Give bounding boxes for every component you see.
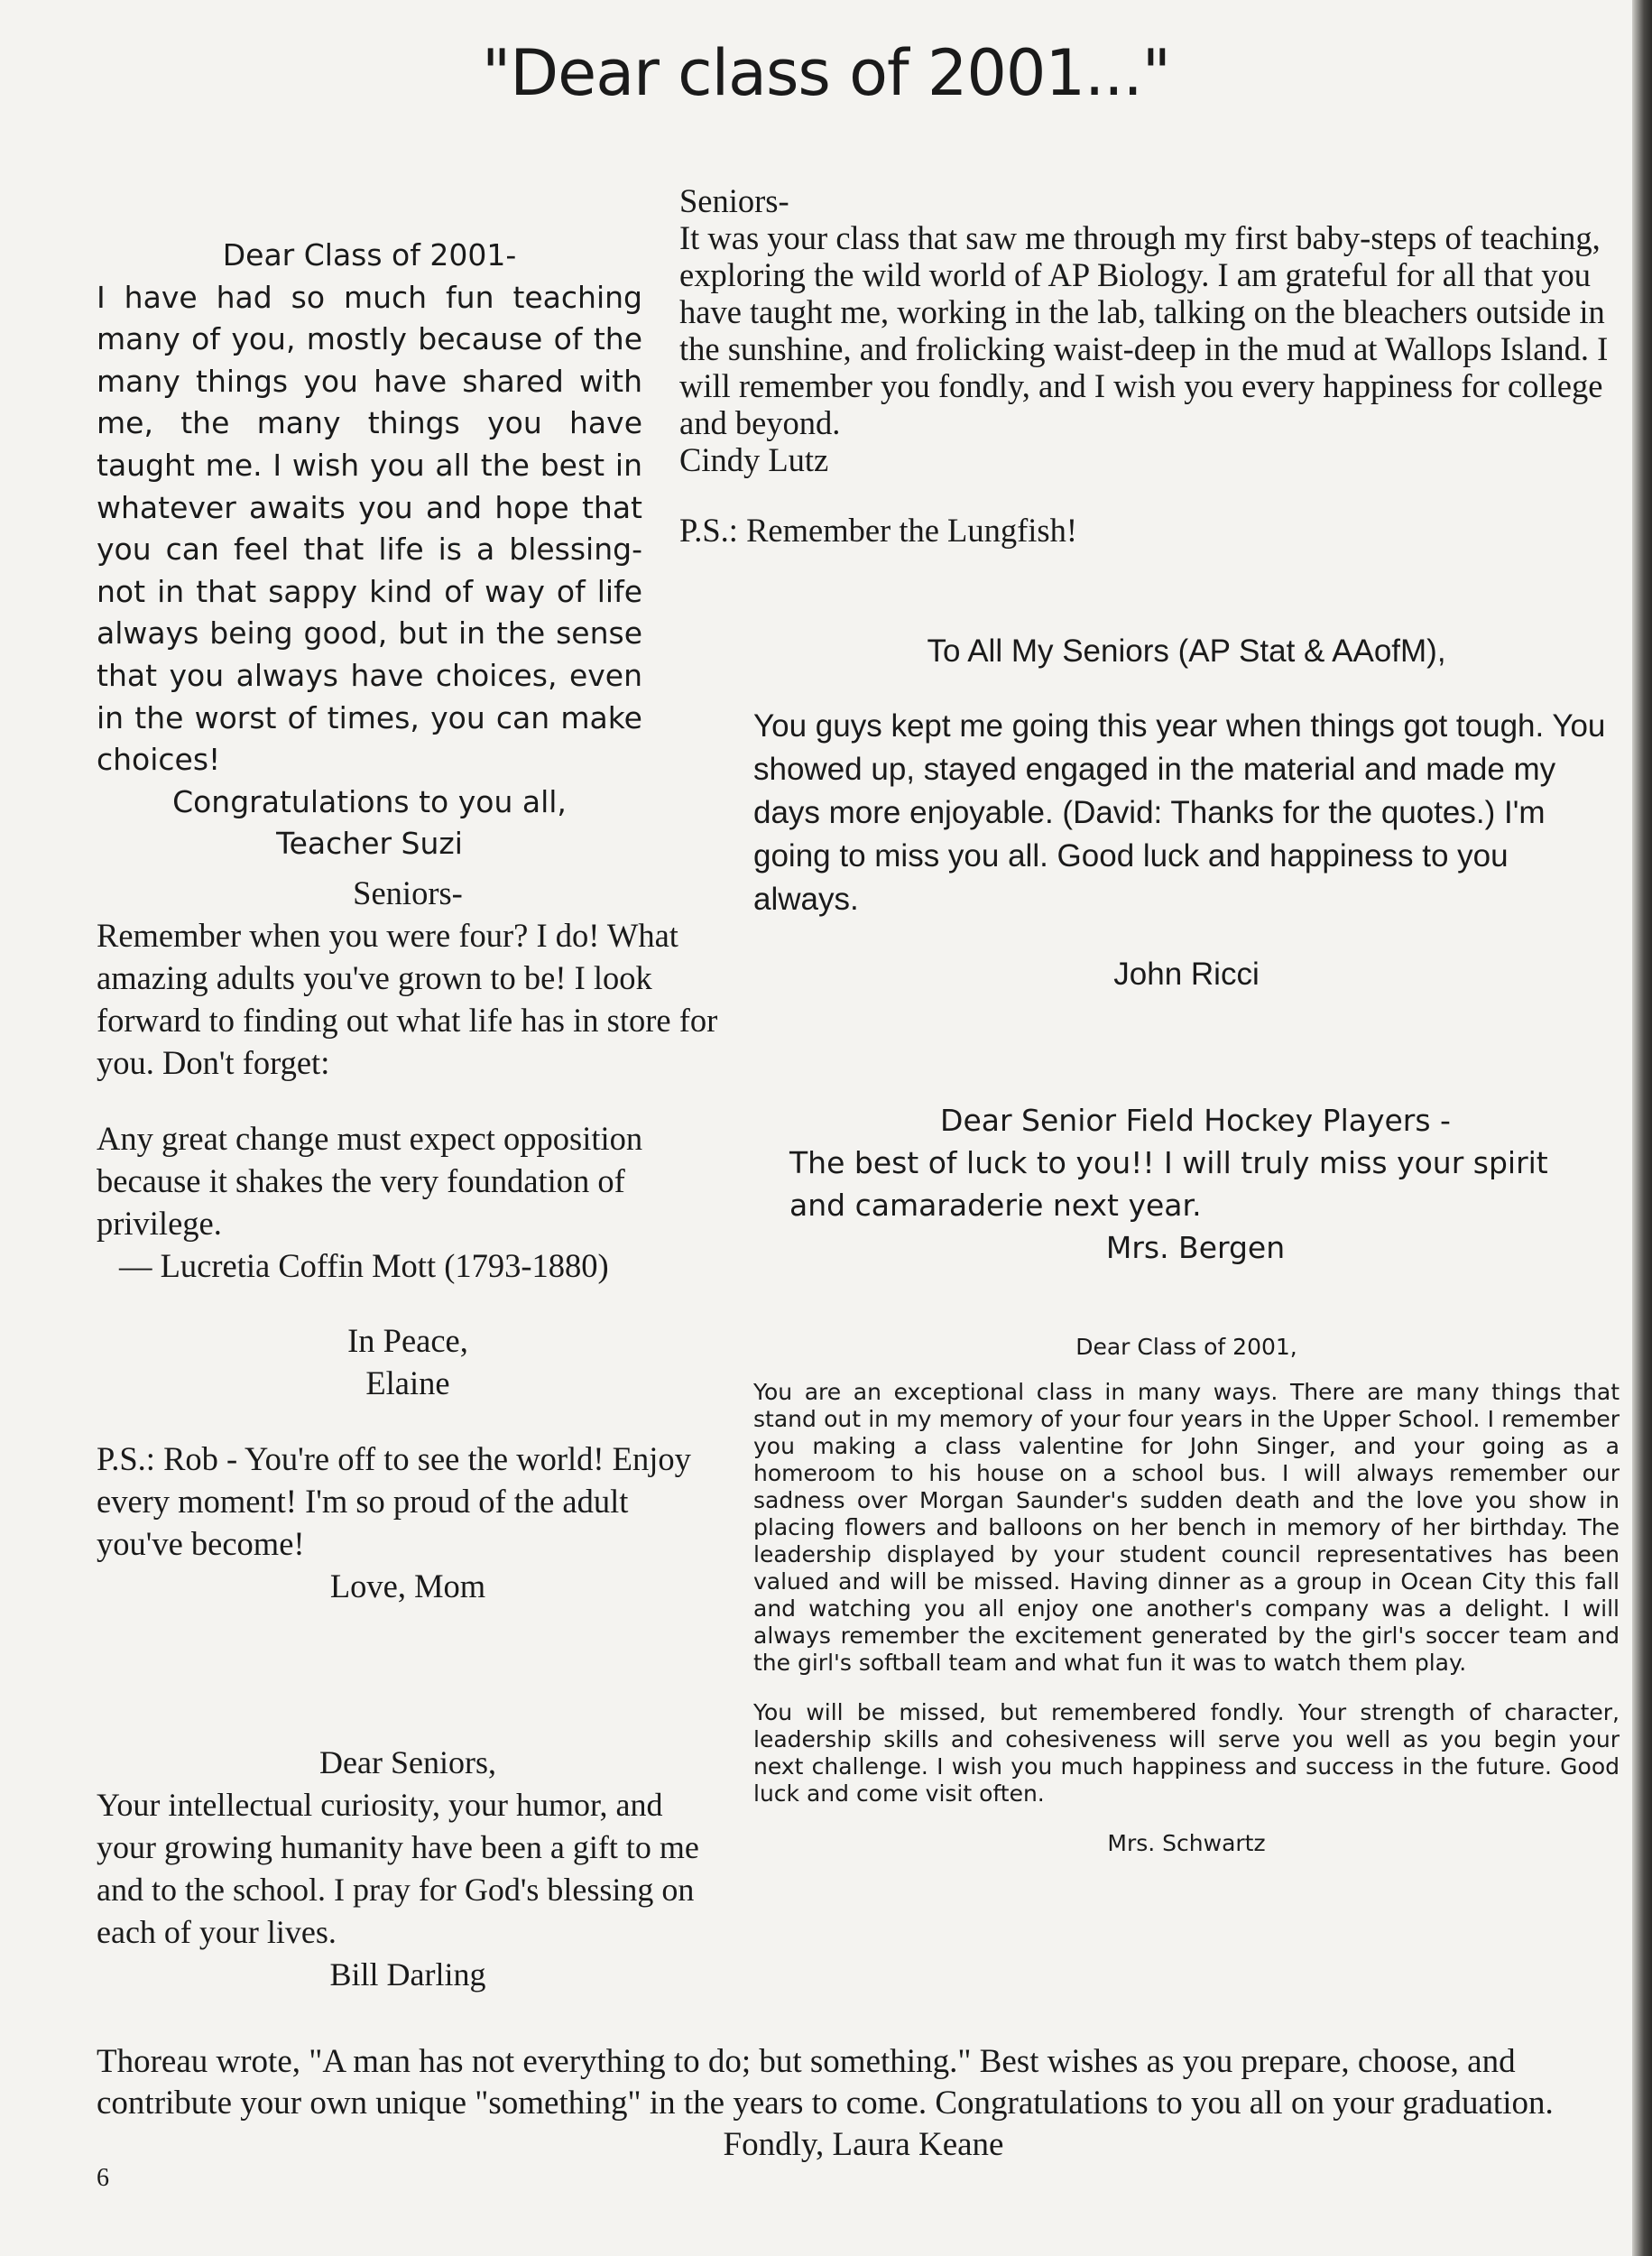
letter-body: I have had so much fun teaching many of you, mostly because of the many things you have shared with me, the many things you have taught me. I wish you all the best in whatever awaits you and hope that you can feel that life is a blessing-not in that sappy kind of way of life always being good, but in the sense that you always have choices, even in the worst of times, you can make choices! [97, 279, 642, 778]
letter-suzi [97, 235, 642, 865]
letter-salutation: Seniors- [353, 874, 463, 911]
letter-body: It was your class that saw me through my first baby-steps of teaching, exploring the wild world of AP Biology. I am grateful for all that you have taught me, working in the lab, talking on the bleachers outside in the sunshine, and frolicking waist-deep in the mud at Wallops Island. I will remember you fondly, and I wish you every happiness for college and beyond. [679, 219, 1609, 441]
page-title: "Dear class of 2001..." [482, 36, 1170, 110]
letter-signature: Elaine [365, 1364, 450, 1401]
letter-signature: Bill Darling [329, 1956, 486, 1992]
letter-salutation: Dear Class of 2001- [222, 237, 517, 273]
letter-keane [97, 2041, 1630, 2166]
letter-signature: Teacher Suzi [276, 826, 463, 862]
letter-salutation: To All My Seniors (AP Stat & AAofM), [927, 633, 1446, 669]
letter-ricci [753, 630, 1620, 996]
letter-closing: In Peace, [347, 1322, 468, 1359]
letter-darling [97, 1742, 719, 1996]
letter-body: Your intellectual curiosity, your humor, and your growing humanity have been a gift to me and to the school. I pray for God's blessing on each of your lives. [97, 1787, 699, 1950]
letter-signature: Mrs. Schwartz [1107, 1830, 1266, 1856]
letter-closing: Congratulations to you all, [172, 783, 567, 819]
letter-signature: Fondly, Laura Keane [723, 2126, 1004, 2163]
letter-signature: Cindy Lutz [679, 441, 829, 478]
letter-bergen [789, 1099, 1601, 1269]
letter-schwartz [753, 1334, 1620, 1857]
letter-signature: John Ricci [1113, 957, 1260, 992]
letter-body: The best of luck to you!! I will truly miss your spirit and camaraderie next year. [789, 1145, 1548, 1223]
letter-ps: P.S.: Remember the Lungfish! [679, 511, 1077, 549]
letter-quote-author: — Lucretia Coffin Mott (1793-1880) [119, 1246, 609, 1284]
letter-signature: Mrs. Bergen [1105, 1230, 1286, 1265]
letter-salutation: Seniors- [679, 182, 789, 219]
letter-body: Thoreau wrote, "A man has not everything to do; but something." Best wishes as you prepare, choose, and contribute your own unique "something" in the years to come. Congratulations to you all on your graduation. [97, 2043, 1554, 2122]
letter-ps: P.S.: Rob - You're off to see the world! Enjoy every moment! I'm so proud of the adult you've become! [97, 1439, 691, 1562]
letter-salutation: Dear Senior Field Hockey Players - [940, 1103, 1451, 1138]
letter-quote: Any great change must expect opposition because it shakes the very foundation of privilege. [97, 1119, 643, 1242]
letter-lutz [679, 182, 1636, 549]
letter-body: Remember when you were four? I do! What amazing adults you've grown to be! I look forward to finding out what life has in store for you. Don't forget: [97, 917, 718, 1081]
letter-body: You guys kept me going this year when things got tough. You showed up, stayed engaged in the material and made my days more enjoyable. (David: Thanks for the quotes.) I'm going to miss you all. Good luck and happiness to you always. [753, 708, 1606, 917]
letter-body-paragraph-2: You will be missed, but remembered fondly. Your strength of character, leadership skills and cohesiveness will serve you well as you begin your next challenge. I wish you much happiness and success in the future. Good luck and come visit often. [753, 1699, 1620, 1807]
letter-ps-closing: Love, Mom [329, 1567, 486, 1604]
letter-salutation: Dear Seniors, [319, 1744, 496, 1780]
letter-elaine [97, 872, 719, 1607]
letter-body-paragraph-1: You are an exceptional class in many ways. There are many things that stand out in my memory of your four years in the Upper School. I remember you making a class valentine for John Singer, and your going as a homeroom to his house on a school bus. I will always remember our sadness over Morgan Saunder's sudden death and the love you show in placing flowers and balloons on her bench in memory of her birthday. The leadership displayed by your student council representatives has been valued and will be missed. Having dinner as a group in Ocean City this fall and watching you all enjoy one another's company was a delight. I will always remember the excitement generated by the girl's soccer team and the girl's softball team and what fun it was to watch them play. [753, 1379, 1620, 1676]
letter-salutation: Dear Class of 2001, [1075, 1334, 1297, 1360]
page-number: 6 [97, 2164, 109, 2192]
